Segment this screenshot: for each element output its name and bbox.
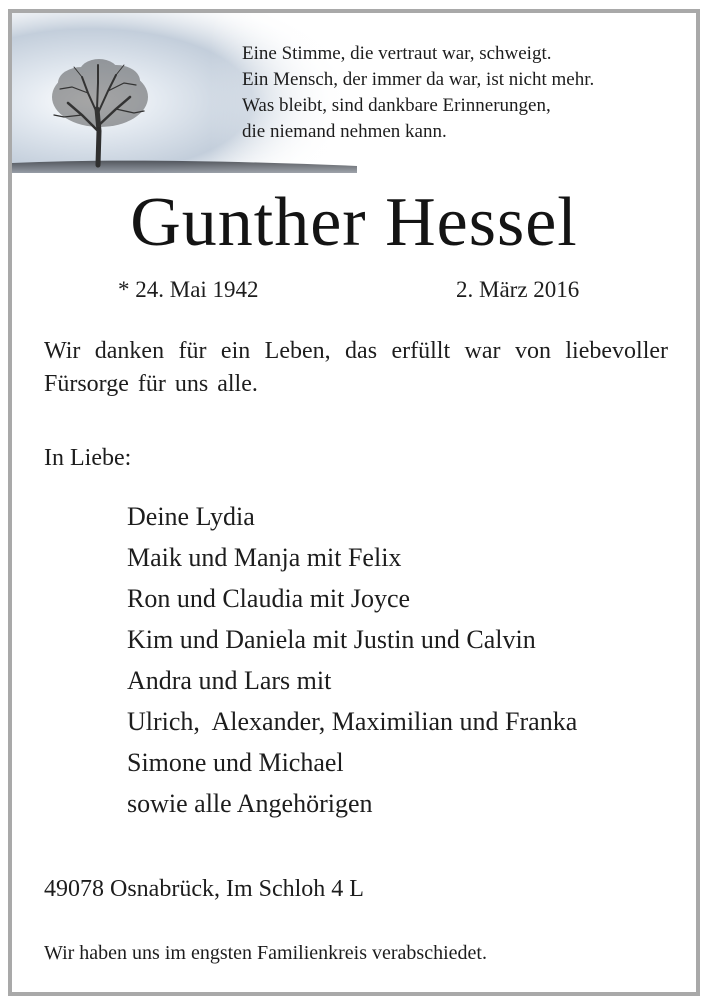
mourner-line: Simone und Michael	[127, 748, 344, 777]
birth-date: * 24. Mai 1942	[118, 277, 259, 302]
farewell-note: Wir haben uns im engsten Familienkreis verabschiedet.	[44, 942, 487, 964]
mourner-line: Ulrich, Alexander, Maximilian und Franka	[127, 707, 578, 736]
in-love-heading: In Liebe:	[44, 445, 132, 471]
deceased-name: Gunther Hessel	[130, 184, 578, 261]
mourner-line: Deine Lydia	[127, 502, 255, 531]
mourner-line: sowie alle Angehörigen	[127, 789, 373, 818]
mourner-line: Andra und Lars mit	[127, 666, 332, 695]
poem-line: Eine Stimme, die vertraut war, schweigt.	[242, 43, 552, 64]
poem	[242, 41, 682, 145]
poem-line: Was bleibt, sind dankbare Erinnerungen,	[242, 95, 551, 116]
thanks-text: Wir danken für ein Leben, das erfüllt war von liebevoller Fürsorge für uns alle.	[44, 338, 668, 397]
mourner-line: Maik und Manja mit Felix	[127, 543, 402, 572]
death-date: 2. März 2016	[456, 277, 580, 302]
mourner-line: Kim und Daniela mit Justin und Calvin	[127, 625, 536, 654]
poem-line: die niemand nehmen kann.	[242, 121, 447, 142]
obituary-card	[8, 9, 700, 996]
mourners-list	[127, 496, 577, 824]
mourner-line: Ron und Claudia mit Joyce	[127, 584, 411, 613]
poem-line: Ein Mensch, der immer da war, ist nicht mehr.	[242, 69, 595, 90]
address: 49078 Osnabrück, Im Schloh 4 L	[44, 876, 364, 902]
